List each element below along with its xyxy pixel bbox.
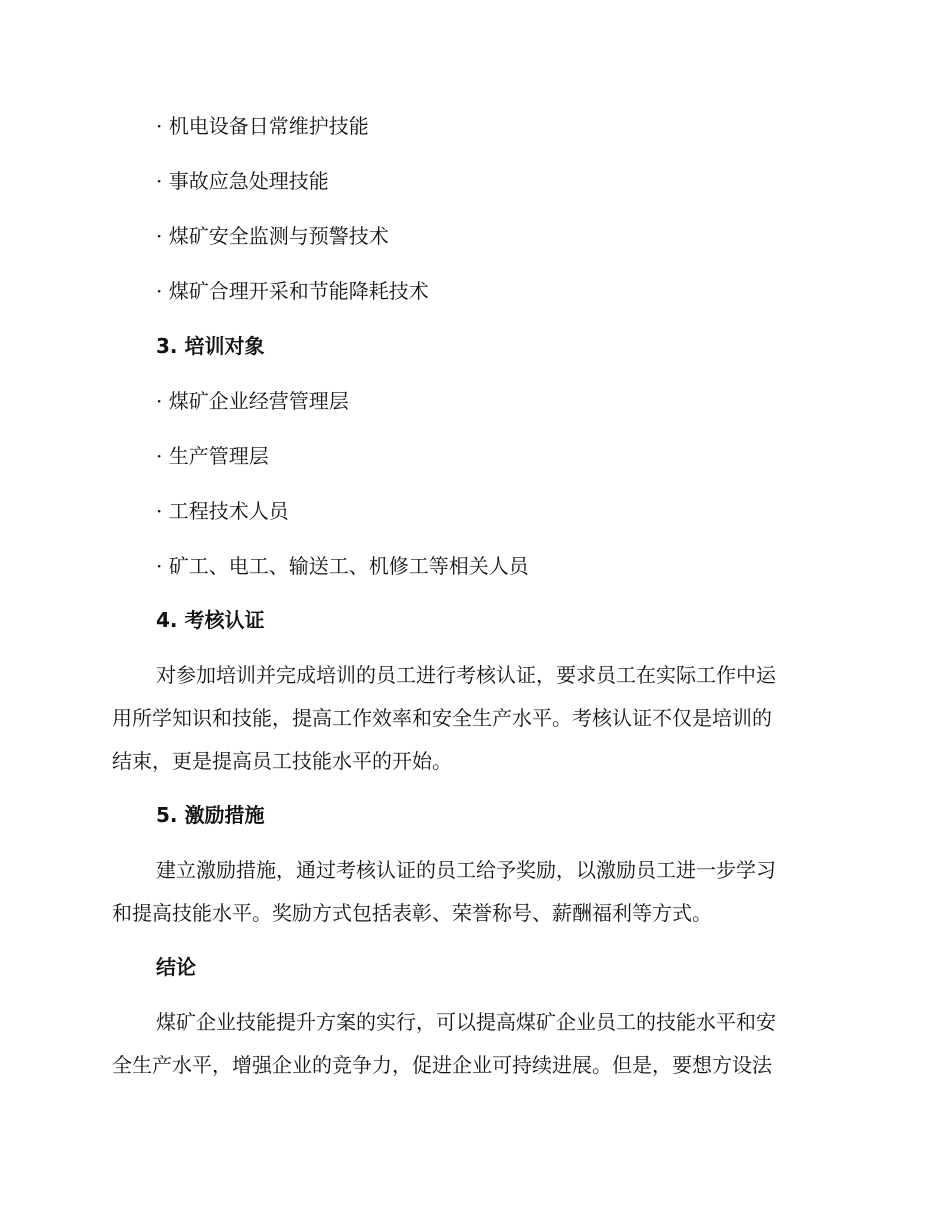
list-item: · 工程技术人员 bbox=[156, 499, 289, 523]
paragraph-line: 对参加培训并完成培训的员工进行考核认证，要求员工在实际工作中运 bbox=[156, 663, 776, 687]
paragraph-line: 结束，更是提高员工技能水平的开始。 bbox=[112, 749, 452, 773]
paragraph-line: 建立激励措施，通过考核认证的员工给予奖励，以激励员工进一步学习 bbox=[156, 858, 776, 882]
list-item: · 机电设备日常维护技能 bbox=[156, 114, 369, 138]
paragraph-line: 和提高技能水平。奖励方式包括表彰、荣誉称号、薪酬福利等方式。 bbox=[112, 901, 712, 925]
list-item: · 事故应急处理技能 bbox=[156, 169, 329, 193]
section-heading-conclusion: 结论 bbox=[156, 955, 196, 979]
section-heading-incentives: 5. 激励措施 bbox=[156, 803, 265, 827]
paragraph-line: 用所学知识和技能，提高工作效率和安全生产水平。考核认证不仅是培训的 bbox=[112, 706, 772, 730]
list-item: · 煤矿企业经营管理层 bbox=[156, 389, 349, 413]
section-heading-assessment: 4. 考核认证 bbox=[156, 608, 265, 632]
list-item: · 煤矿安全监测与预警技术 bbox=[156, 224, 389, 248]
list-item: · 生产管理层 bbox=[156, 444, 269, 468]
list-item: · 煤矿合理开采和节能降耗技术 bbox=[156, 279, 429, 303]
section-heading-training-targets: 3. 培训对象 bbox=[156, 334, 265, 358]
paragraph-line: 全生产水平，增强企业的竞争力，促进企业可持续进展。但是，要想方设法 bbox=[112, 1053, 772, 1077]
paragraph-line: 煤矿企业技能提升方案的实行，可以提高煤矿企业员工的技能水平和安 bbox=[156, 1010, 776, 1034]
list-item: · 矿工、电工、输送工、机修工等相关人员 bbox=[156, 554, 529, 578]
